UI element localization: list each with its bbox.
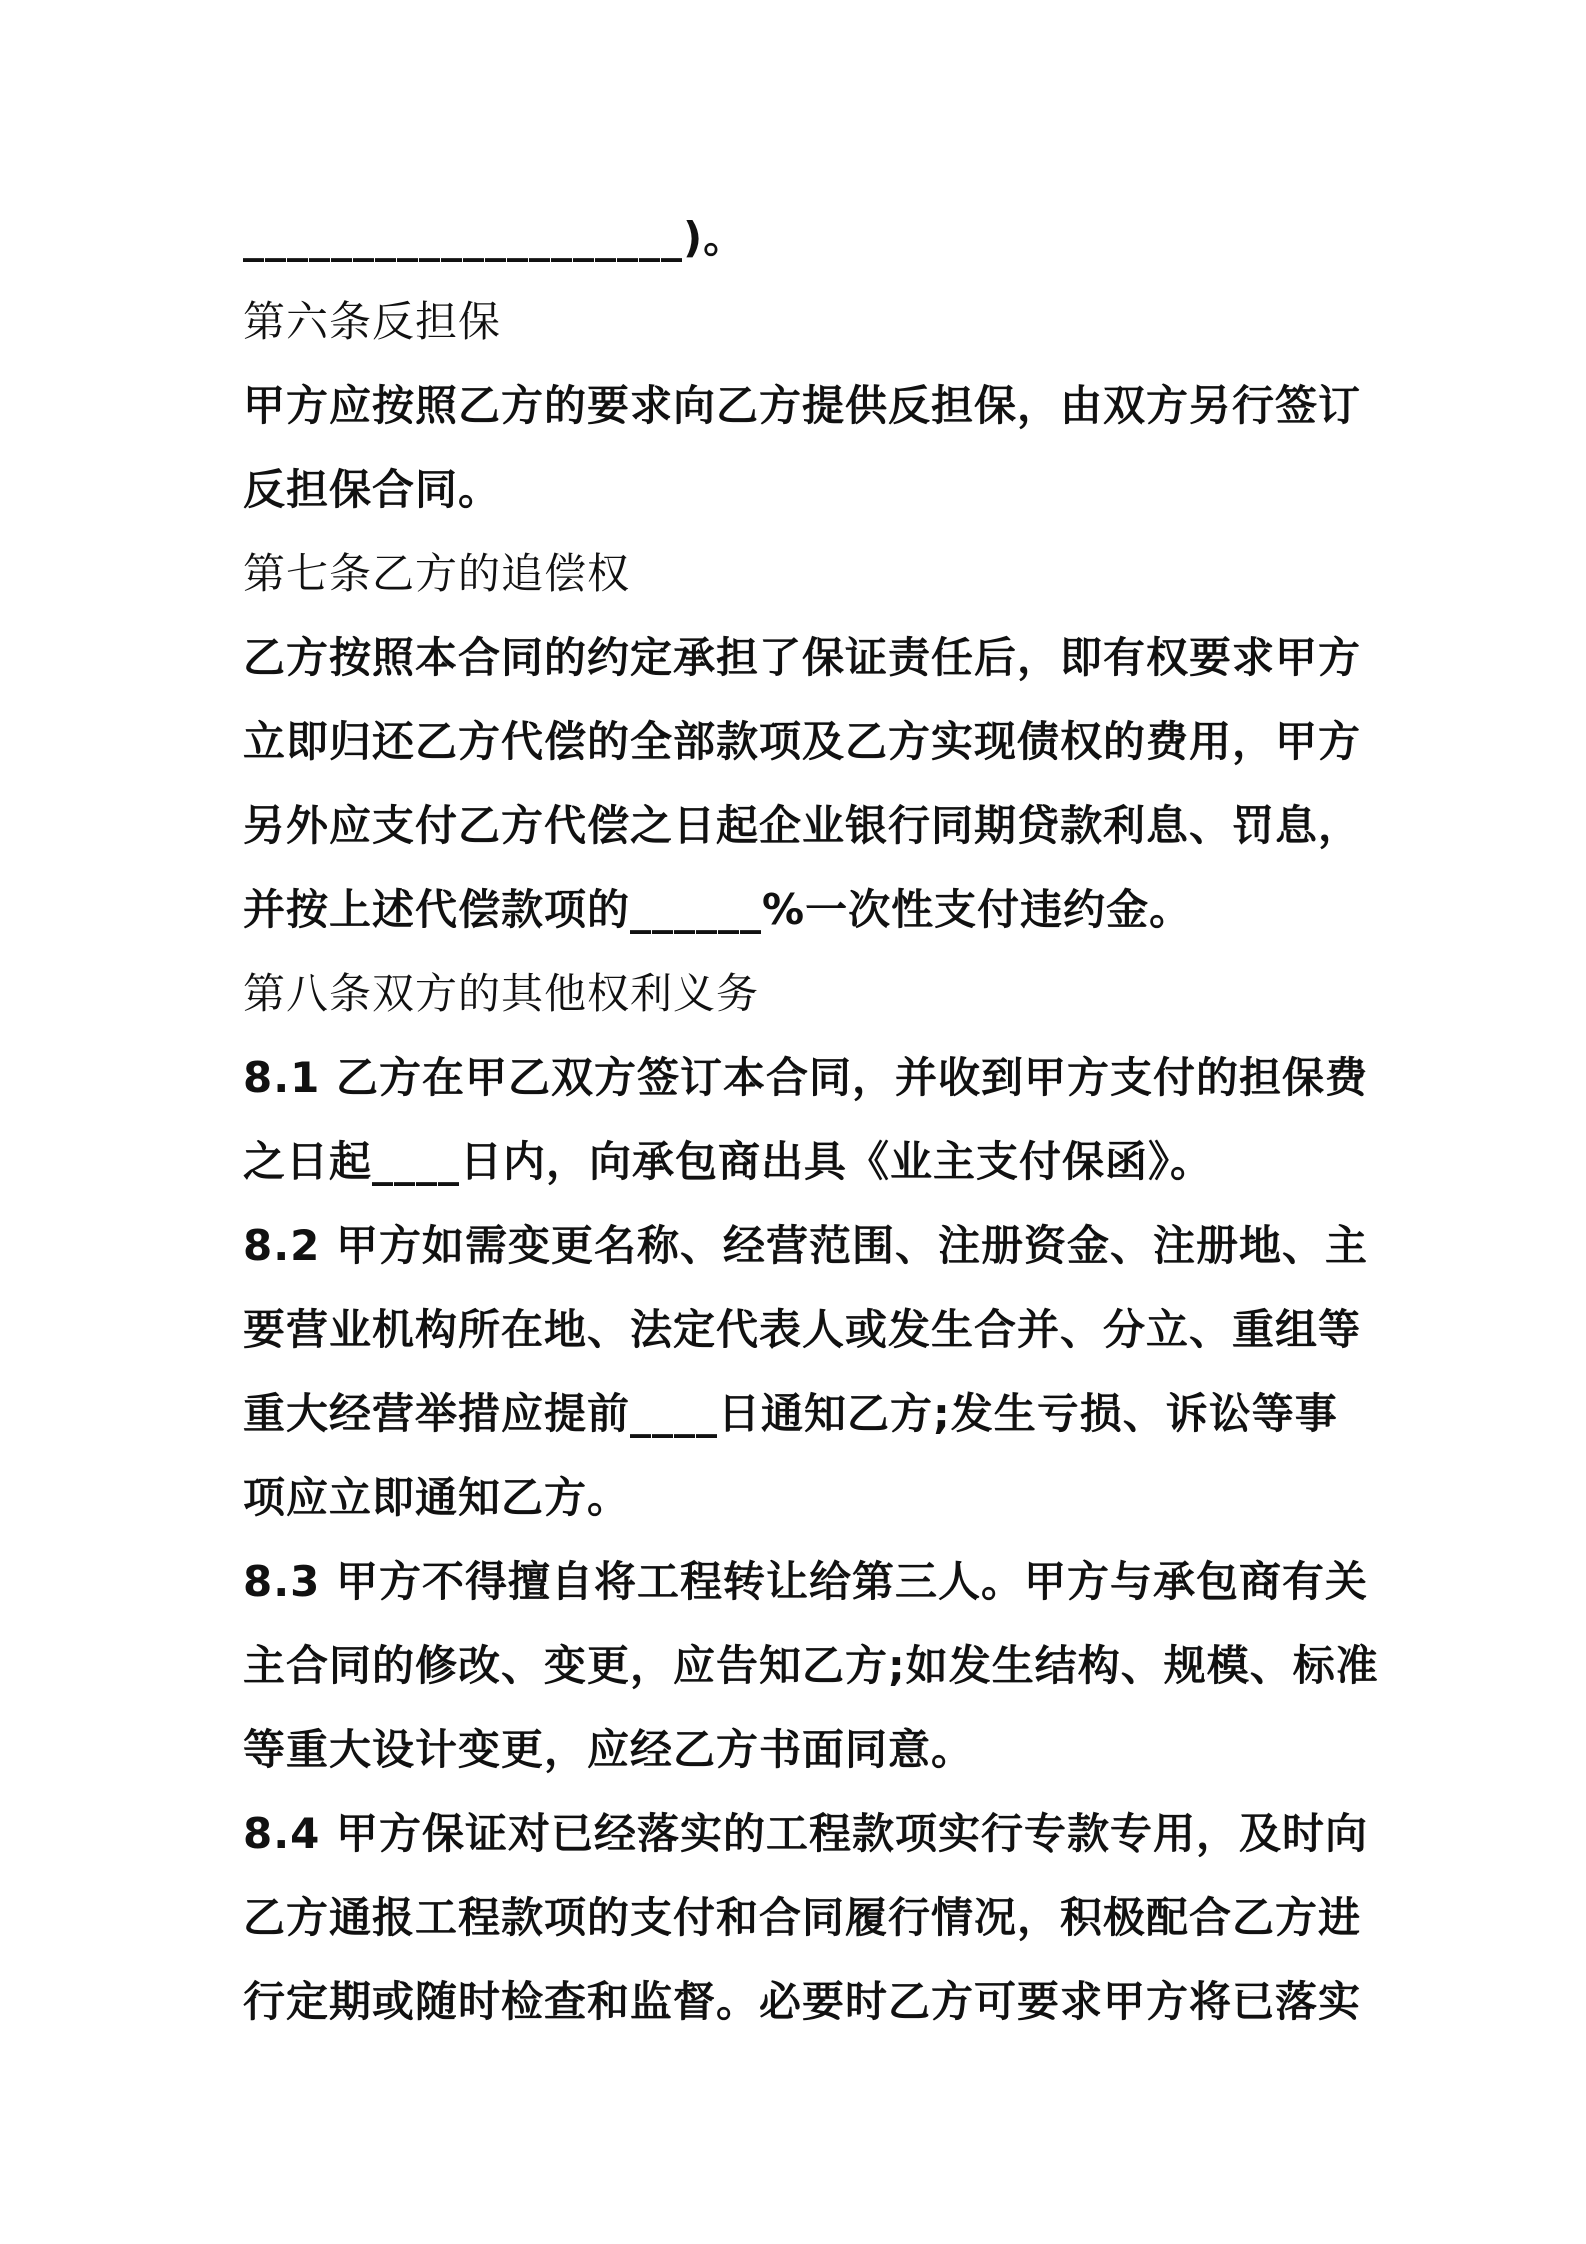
text-line: 反担保合同。: [243, 465, 502, 514]
text-line: 行定期或随时检查和监督。必要时乙方可要求甲方将已落实: [243, 1977, 1362, 2026]
text-line: ____________________)。: [243, 213, 747, 262]
article-8-heading: 第八条双方的其他权利义务: [243, 969, 760, 1018]
text-line: 立即归还乙方代偿的全部款项及乙方实现债权的费用，甲方: [243, 717, 1362, 766]
clause-8-1-line: 8.1 乙方在甲乙双方签订本合同，并收到甲方支付的担保费: [243, 1053, 1369, 1102]
article-6-heading: 第六条反担保: [243, 297, 502, 346]
clause-8-3-line: 8.3 甲方不得擅自将工程转让给第三人。甲方与承包商有关: [243, 1557, 1369, 1606]
text-line: 等重大设计变更，应经乙方书面同意。: [243, 1725, 975, 1774]
text-line: 并按上述代偿款项的______%一次性支付违约金。: [243, 885, 1193, 934]
text-line: 乙方通报工程款项的支付和合同履行情况，积极配合乙方进: [243, 1893, 1362, 1942]
text-line: 项应立即通知乙方。: [243, 1473, 631, 1522]
contract-text: [243, 196, 1379, 2044]
text-line: 主合同的修改、变更，应告知乙方;如发生结构、规模、标准: [243, 1641, 1379, 1690]
article-7-heading: 第七条乙方的追偿权: [243, 549, 631, 598]
text-line: 要营业机构所在地、法定代表人或发生合并、分立、重组等: [243, 1305, 1362, 1354]
text-line: 另外应支付乙方代偿之日起企业银行同期贷款利息、罚息，: [243, 801, 1362, 850]
clause-8-4-line: 8.4 甲方保证对已经落实的工程款项实行专款专用，及时向: [243, 1809, 1369, 1858]
clause-8-2-line: 8.2 甲方如需变更名称、经营范围、注册资金、注册地、主: [243, 1221, 1369, 1270]
text-line: 之日起____日内，向承包商出具《业主支付保函》。: [243, 1137, 1214, 1186]
text-line: 乙方按照本合同的约定承担了保证责任后，即有权要求甲方: [243, 633, 1362, 682]
text-line: 甲方应按照乙方的要求向乙方提供反担保，由双方另行签订: [243, 381, 1362, 430]
text-line: 重大经营举措应提前____日通知乙方;发生亏损、诉讼等事: [243, 1389, 1338, 1438]
